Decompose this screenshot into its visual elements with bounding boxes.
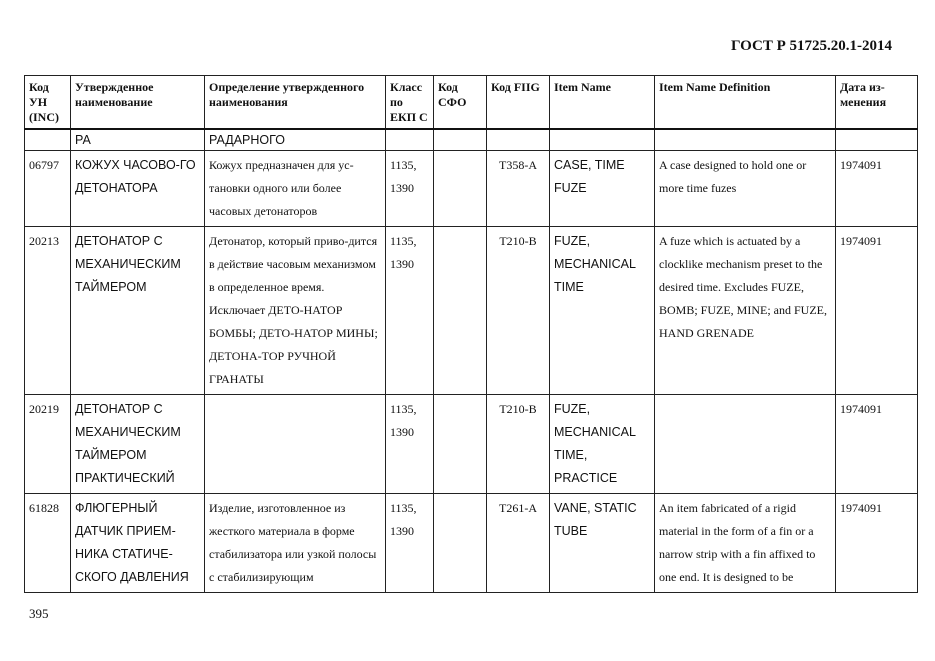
column-header-approved-name: Утвержденное наименование xyxy=(71,76,205,130)
cell-item-name: CASE, TIME FUZE xyxy=(550,151,655,227)
cell-item-name: FUZE, MECHANICAL TIME xyxy=(550,227,655,395)
cell-inc: 61828 xyxy=(25,494,71,593)
cell-item-definition: A case designed to hold one or more time fuzes xyxy=(655,151,836,227)
table-row xyxy=(25,395,918,494)
cell-approved-name: ДЕТОНАТОР С МЕХАНИЧЕСКИМ ТАЙМЕРОМ xyxy=(71,227,205,395)
cell-sfo xyxy=(434,227,487,395)
document-standard-header: ГОСТ Р 51725.20.1-2014 xyxy=(730,38,892,54)
cell-item-name: VANE, STATIC TUBE xyxy=(550,494,655,593)
table-header-row xyxy=(25,76,918,130)
cell-sfo xyxy=(434,129,487,151)
column-header-item-name: Item Name xyxy=(550,76,655,130)
cell-definition: Детонатор, который приво-дится в действие часовым механизмом в определенное время. Исключает ДЕТО-НАТОР БОМБЫ; ДЕТО-НАТОР МИНЫ; ДЕТОНА-ТОР РУЧНОЙ ГРАНАТЫ xyxy=(205,227,386,395)
cell-inc: 20213 xyxy=(25,227,71,395)
cell-definition xyxy=(205,395,386,494)
cell-approved-name: РА xyxy=(71,129,205,151)
column-header-change-date: Дата из-менения xyxy=(836,76,918,130)
cell-approved-name: ФЛЮГЕРНЫЙ ДАТЧИК ПРИЕМ-НИКА СТАТИЧЕ-СКОГО ДАВЛЕНИЯ xyxy=(71,494,205,593)
table-row xyxy=(25,227,918,395)
column-header-name-definition: Определение утвержденного наименования xyxy=(205,76,386,130)
cell-inc: 06797 xyxy=(25,151,71,227)
cell-sfo xyxy=(434,395,487,494)
cell-date: 1974091 xyxy=(836,227,918,395)
cell-class xyxy=(386,129,434,151)
cell-sfo xyxy=(434,494,487,593)
column-header-fiig-code: Код FIIG xyxy=(487,76,550,130)
cell-definition: Кожух предназначен для ус-тановки одного или более часовых детонаторов xyxy=(205,151,386,227)
cell-date: 1974091 xyxy=(836,395,918,494)
cell-item-definition: A fuze which is actuated by a clocklike mechanism preset to the desired time. Excludes FUZE, BOMB; FUZE, MINE; and FUZE, HAND GRENADE xyxy=(655,227,836,395)
table-row xyxy=(25,494,918,593)
cell-approved-name: КОЖУХ ЧАСОВО-ГО ДЕТОНАТОРА xyxy=(71,151,205,227)
cell-item-definition: An item fabricated of a rigid material in the form of a fin or a narrow strip with a fin affixed to one end. It is designed to be xyxy=(655,494,836,593)
cell-inc xyxy=(25,129,71,151)
column-header-item-name-definition: Item Name Definition xyxy=(655,76,836,130)
table-row xyxy=(25,129,918,151)
cell-fiig: T358-A xyxy=(487,151,550,227)
cell-date: 1974091 xyxy=(836,494,918,593)
cell-date xyxy=(836,129,918,151)
cell-inc: 20219 xyxy=(25,395,71,494)
column-header-ekps-class: Класс по ЕКП С xyxy=(386,76,434,130)
cell-definition: Изделие, изготовленное из жесткого материала в форме стабилизатора или узкой полосы с стабилизирующим xyxy=(205,494,386,593)
cell-item-definition xyxy=(655,395,836,494)
table-row xyxy=(25,151,918,227)
column-header-inc: Код УН (INC) xyxy=(25,76,71,130)
cell-item-name xyxy=(550,129,655,151)
cell-item-definition xyxy=(655,129,836,151)
column-header-sfo-code: Код СФО xyxy=(434,76,487,130)
cell-class: 1135, 1390 xyxy=(386,227,434,395)
cell-sfo xyxy=(434,151,487,227)
cell-fiig xyxy=(487,129,550,151)
nomenclature-table xyxy=(24,75,918,593)
cell-fiig: T261-A xyxy=(487,494,550,593)
cell-class: 1135, 1390 xyxy=(386,494,434,593)
cell-date: 1974091 xyxy=(836,151,918,227)
cell-item-name: FUZE, MECHANICAL TIME, PRACTICE xyxy=(550,395,655,494)
cell-approved-name: ДЕТОНАТОР С МЕХАНИЧЕСКИМ ТАЙМЕРОМ ПРАКТИЧЕСКИЙ xyxy=(71,395,205,494)
cell-class: 1135, 1390 xyxy=(386,151,434,227)
cell-class: 1135, 1390 xyxy=(386,395,434,494)
cell-definition: РАДАРНОГО xyxy=(205,129,386,151)
cell-fiig: T210-B xyxy=(487,227,550,395)
cell-fiig: T210-B xyxy=(487,395,550,494)
page-number: 395 xyxy=(29,606,49,621)
